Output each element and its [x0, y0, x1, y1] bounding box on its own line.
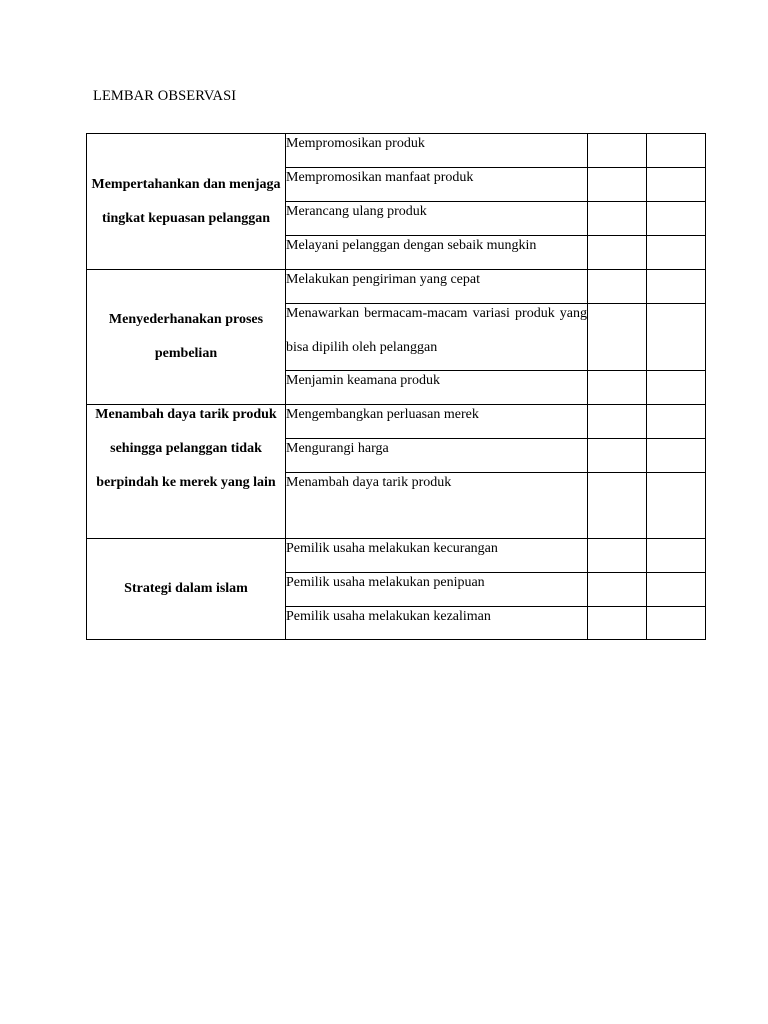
checkbox-cell[interactable] [588, 607, 647, 640]
indicator-cell: Pemilik usaha melakukan kecurangan [286, 539, 588, 573]
checkbox-cell[interactable] [647, 539, 706, 573]
checkbox-cell[interactable] [588, 202, 647, 236]
checkbox-cell[interactable] [588, 473, 647, 539]
checkbox-cell[interactable] [588, 439, 647, 473]
indicator-cell: Pemilik usaha melakukan penipuan [286, 573, 588, 607]
checkbox-cell[interactable] [588, 539, 647, 573]
category-cell: Menambah daya tarik produk sehingga pelanggan tidak berpindah ke merek yang lain [87, 405, 286, 539]
page-title: LEMBAR OBSERVASI [93, 88, 237, 104]
checkbox-cell[interactable] [647, 270, 706, 304]
indicator-cell: Mengurangi harga [286, 439, 588, 473]
checkbox-cell[interactable] [647, 473, 706, 539]
checkbox-cell[interactable] [647, 236, 706, 270]
category-cell: Menyederhanakan proses pembelian [87, 270, 286, 405]
checkbox-cell[interactable] [647, 202, 706, 236]
indicator-cell: Merancang ulang produk [286, 202, 588, 236]
checkbox-cell[interactable] [647, 168, 706, 202]
indicator-cell: Menawarkan bermacam-macam variasi produk yang bisa dipilih oleh pelanggan [286, 304, 588, 371]
checkbox-cell[interactable] [588, 405, 647, 439]
indicator-cell: Mengembangkan perluasan merek [286, 405, 588, 439]
checkbox-cell[interactable] [647, 607, 706, 640]
indicator-cell: Melayani pelanggan dengan sebaik mungkin [286, 236, 588, 270]
checkbox-cell[interactable] [647, 405, 706, 439]
checkbox-cell[interactable] [588, 304, 647, 371]
indicator-cell: Pemilik usaha melakukan kezaliman [286, 607, 588, 640]
indicator-cell: Menjamin keamana produk [286, 371, 588, 405]
indicator-cell: Melakukan pengiriman yang cepat [286, 270, 588, 304]
checkbox-cell[interactable] [588, 371, 647, 405]
checkbox-cell[interactable] [647, 439, 706, 473]
checkbox-cell[interactable] [647, 371, 706, 405]
checkbox-cell[interactable] [647, 304, 706, 371]
checkbox-cell[interactable] [588, 270, 647, 304]
category-cell: Strategi dalam islam [87, 539, 286, 640]
indicator-cell: Menambah daya tarik produk [286, 473, 588, 539]
observation-table [86, 133, 706, 640]
checkbox-cell[interactable] [647, 573, 706, 607]
indicator-cell: Mempromosikan manfaat produk [286, 168, 588, 202]
checkbox-cell[interactable] [588, 236, 647, 270]
indicator-cell: Mempromosikan produk [286, 134, 588, 168]
checkbox-cell[interactable] [588, 168, 647, 202]
checkbox-cell[interactable] [647, 134, 706, 168]
checkbox-cell[interactable] [588, 573, 647, 607]
category-cell: Mempertahankan dan menjaga tingkat kepuasan pelanggan [87, 134, 286, 270]
checkbox-cell[interactable] [588, 134, 647, 168]
